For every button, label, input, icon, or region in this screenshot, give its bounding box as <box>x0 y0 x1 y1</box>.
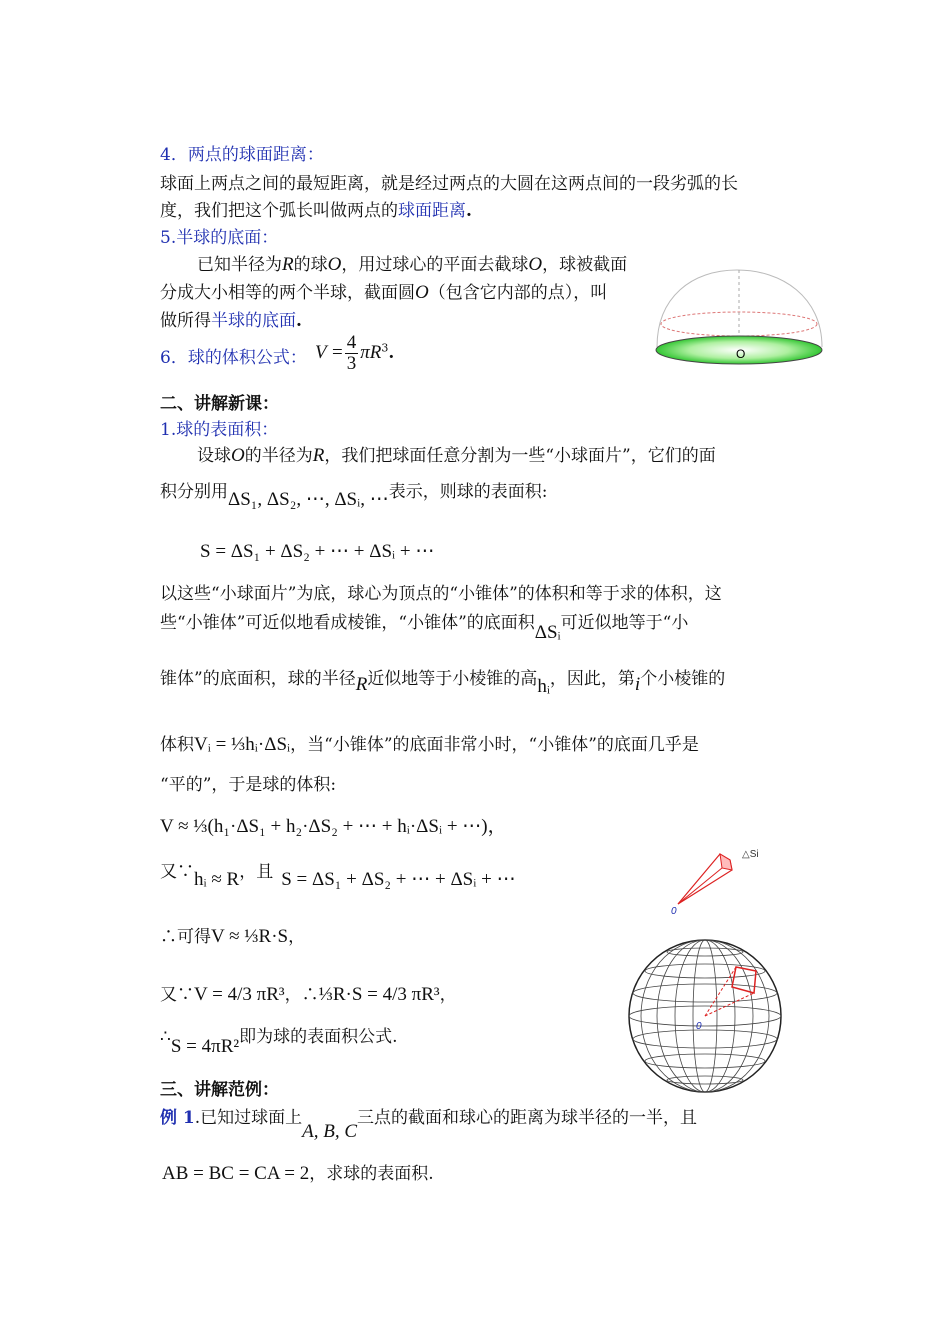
example1-line1: 例 1.已知过球面上A, B, C三点的截面和球心的距离为球半径的一半，且 <box>160 1108 698 1142</box>
example1-line2: AB = BC = CA = 2，求球的表面积. <box>162 1163 434 1184</box>
section6-heading: 6．球的体积公式： <box>160 348 307 368</box>
part2-subheading: 1.球的表面积： <box>160 420 279 440</box>
part2-p3: 以这些“小球面片”为底，球心为顶点的“小锥体”的体积和等于求的体积，这 <box>160 584 722 604</box>
section4-heading: 4．两点的球面距离： <box>160 145 324 165</box>
volume-formula: V = $\frac{4}{3}$ $\pi R^3$. <box>315 332 395 374</box>
section5-heading: 5.半球的底面： <box>160 228 279 248</box>
sphere-label-o: 0 <box>696 1021 702 1032</box>
part2-p8: 又∵hᵢ ≈ R，且 S = ΔS₁ + ΔS₂ + ⋯ + ΔSᵢ + ⋯ <box>160 862 516 890</box>
volume-approx-eq: V ≈ ⅓(h₁·ΔS₁ + h₂·ΔS₂ + ⋯ + hᵢ·ΔSᵢ + ⋯)， <box>160 816 507 837</box>
part2-p1: 设球O的半径为R，我们把球面任意分割为一些“小球面片”，它们的面 <box>197 445 716 466</box>
part2-heading: 二、讲解新课： <box>160 394 279 414</box>
part2-p5: 锥体”的底面积，球的半径R近似地等于小棱锥的高hᵢ，因此，第i个小棱锥的 <box>160 669 726 697</box>
cone-figure <box>668 842 768 922</box>
part2-p10: 又∵V = 4/3 πR³，∴⅓R·S = 4/3 πR³， <box>160 984 457 1005</box>
part3-heading: 三、讲解范例： <box>160 1080 279 1100</box>
part2-p11: ∴S = 4πR²即为球的表面积公式. <box>160 1027 398 1057</box>
part2-p9: ∴可得V ≈ ⅓R·S， <box>160 926 306 947</box>
part2-p4: 些“小锥体”可近似地看成棱锥，“小锥体”的底面积ΔSᵢ可近似地等于“小 <box>160 613 689 643</box>
cone-label-o: 0 <box>671 906 677 917</box>
section4-line1: 球面上两点之间的最短距离，就是经过两点的大圆在这两点间的一段劣弧的长 <box>160 174 738 194</box>
cone-label-delta-si: △Si <box>742 849 759 860</box>
part2-p7: “平的”，于是球的体积: <box>160 775 337 795</box>
surface-sum-eq: S = ΔS₁ + ΔS₂ + ⋯ + ΔSᵢ + ⋯ <box>200 541 435 562</box>
section5-line2: 分成大小相等的两个半球，截面圆O（包含它内部的点），叫 <box>160 282 608 303</box>
hemisphere-figure <box>652 262 827 377</box>
section5-line3: 做所得半球的底面. <box>160 311 302 331</box>
section4-line2: 度，我们把这个弧长叫做两点的球面距离. <box>160 201 472 221</box>
section5-line1: 已知半径为R的球O，用过球心的平面去截球O，球被截面 <box>197 254 628 275</box>
part2-p2: 积分别用ΔS₁, ΔS₂, ⋯, ΔSᵢ, ⋯表示，则球的表面积: <box>160 482 548 510</box>
sphere-grid-figure <box>624 935 786 1097</box>
term-spherical-distance: 球面距离 <box>398 201 466 221</box>
part2-p6: 体积Vᵢ = ⅓hᵢ·ΔSᵢ，当“小锥体”的底面非常小时，“小锥体”的底面几乎是 <box>160 734 699 755</box>
term-hemisphere-base: 半球的底面 <box>211 311 296 331</box>
hemisphere-label-o: O <box>736 347 746 361</box>
